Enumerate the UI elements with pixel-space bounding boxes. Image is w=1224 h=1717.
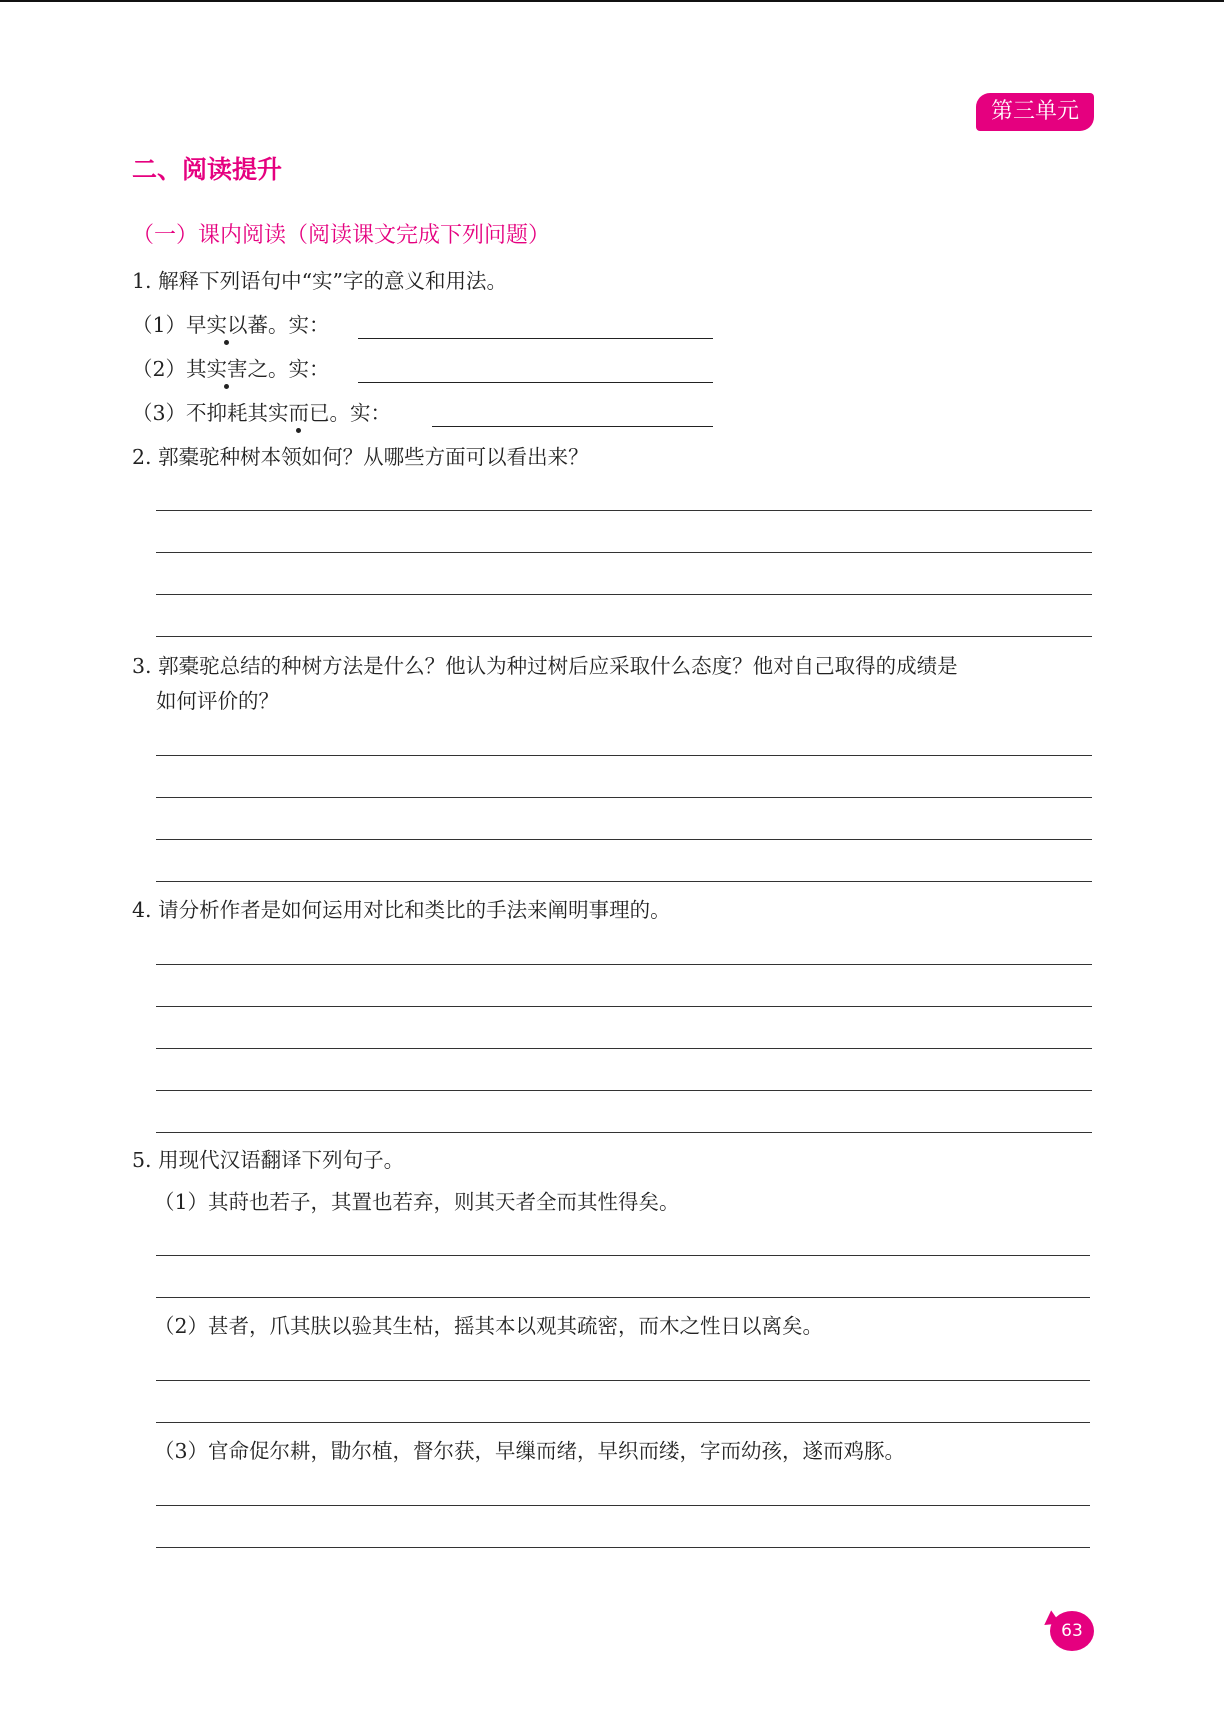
question-3-prompt-line-1: 3. 郭橐驼总结的种树方法是什么？他认为种过树后应采取什么态度？他对自己取得的成绩是	[132, 654, 958, 678]
answer-line[interactable]	[156, 755, 1092, 756]
answer-line[interactable]	[156, 1422, 1090, 1423]
question-5-item-2: （2）甚者，爪其肤以验其生枯，摇其本以观其疏密，而木之性日以离矣。	[154, 1314, 824, 1338]
answer-line[interactable]	[156, 797, 1092, 798]
question-1-item-3: （3）不抑耗其实而已。实：	[132, 401, 392, 425]
page-number: 63	[1050, 1611, 1094, 1651]
answer-line[interactable]	[156, 510, 1092, 511]
answer-blank-3[interactable]	[432, 426, 713, 427]
question-1-item-1: （1）早实以蕃。实：	[132, 313, 330, 337]
answer-line[interactable]	[156, 1547, 1090, 1548]
answer-line[interactable]	[156, 1048, 1092, 1049]
answer-line[interactable]	[156, 552, 1092, 553]
question-1-item-2: （2）其实害之。实：	[132, 357, 330, 381]
top-rule	[0, 0, 1224, 2]
emphasis-dot	[224, 340, 229, 345]
unit-badge: 第三单元	[976, 93, 1094, 131]
answer-line[interactable]	[156, 594, 1092, 595]
answer-line[interactable]	[156, 1090, 1092, 1091]
emphasis-dot	[224, 384, 229, 389]
emphasis-dot	[296, 428, 301, 433]
answer-line[interactable]	[156, 1297, 1090, 1298]
section-subtitle: （一）课内阅读（阅读课文完成下列问题）	[132, 223, 551, 248]
answer-line[interactable]	[156, 881, 1092, 882]
question-5-item-3: （3）官命促尔耕，勖尔植，督尔获，早缫而绪，早织而缕，字而幼孩，遂而鸡豚。	[154, 1439, 906, 1463]
answer-line[interactable]	[156, 1132, 1092, 1133]
question-1-prompt: 1. 解释下列语句中“实”字的意义和用法。	[132, 269, 508, 293]
answer-line[interactable]	[156, 1006, 1092, 1007]
question-4-prompt: 4. 请分析作者是如何运用对比和类比的手法来阐明事理的。	[132, 898, 671, 922]
question-5-prompt: 5. 用现代汉语翻译下列句子。	[132, 1148, 405, 1172]
answer-line[interactable]	[156, 1255, 1090, 1256]
answer-line[interactable]	[156, 839, 1092, 840]
answer-line[interactable]	[156, 636, 1092, 637]
answer-line[interactable]	[156, 1380, 1090, 1381]
question-5-item-1: （1）其莳也若子，其置也若弃，则其天者全而其性得矣。	[154, 1190, 680, 1214]
answer-blank-1[interactable]	[358, 338, 713, 339]
answer-line[interactable]	[156, 1505, 1090, 1506]
section-title: 二、阅读提升	[132, 155, 283, 184]
question-2-prompt: 2. 郭橐驼种树本领如何？从哪些方面可以看出来？	[132, 445, 589, 469]
answer-blank-2[interactable]	[358, 382, 713, 383]
question-3-prompt-line-2: 如何评价的？	[156, 689, 279, 713]
answer-line[interactable]	[156, 964, 1092, 965]
